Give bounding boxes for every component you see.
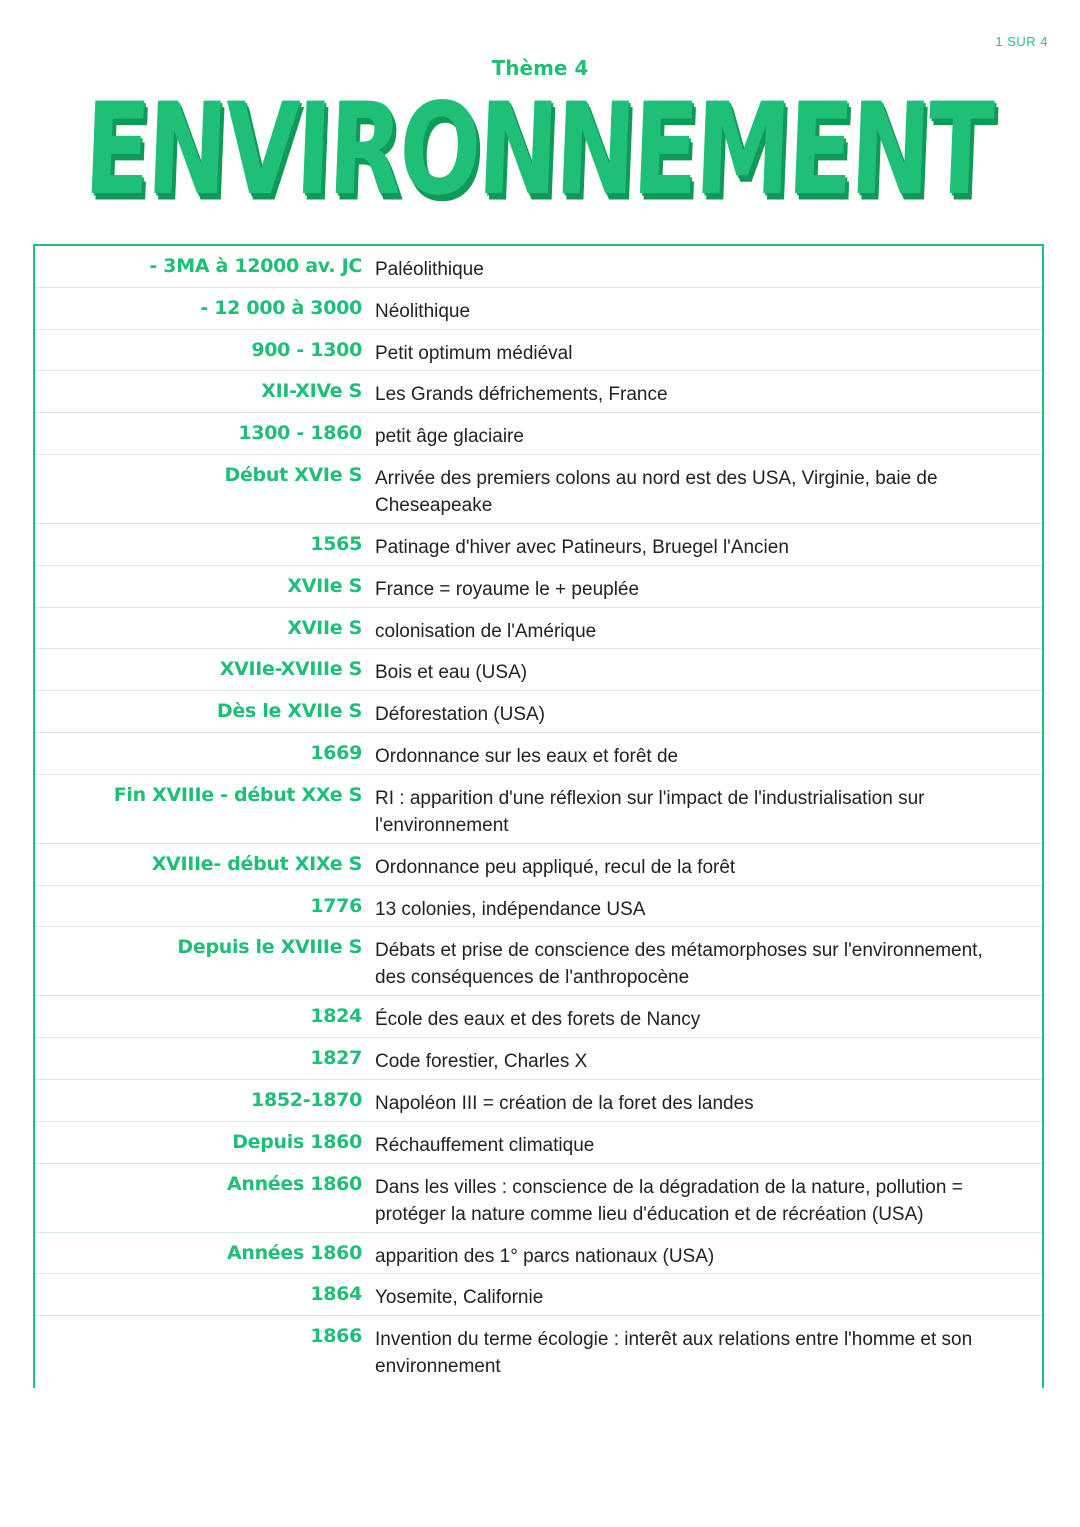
timeline-date: Années 1860 [226,1241,362,1264]
timeline-row [35,649,1042,691]
timeline-event: Invention du terme écologie : interêt aux relations entre l'homme et son environnement [375,1329,973,1378]
timeline-date: 1776 [310,894,362,917]
timeline-row [35,927,1042,996]
timeline-event: Les Grands défrichements, France [375,384,668,406]
timeline-event: 13 colonies, indépendance USA [375,898,646,920]
timeline-event: apparition des 1° parcs nationaux (USA) [375,1245,715,1267]
timeline-row [35,413,1042,455]
timeline-row [35,1038,1042,1080]
timeline-row [35,566,1042,608]
timeline-row [35,775,1042,844]
timeline-date: Depuis le XVIIIe S [177,936,362,959]
timeline-date: 1827 [310,1047,362,1070]
timeline-date: 1300 - 1860 [238,422,362,445]
timeline-date: XVIIIe- début XIXe S [151,852,362,875]
timeline-row [35,1316,1042,1385]
timeline-row [35,330,1042,372]
timeline-event: Napoléon III = création de la foret des landes [375,1092,754,1114]
timeline-row [35,246,1042,288]
timeline-date: 1669 [310,741,362,764]
timeline-row [35,524,1042,566]
timeline-row [35,371,1042,413]
timeline-row [35,1080,1042,1122]
timeline-date: 1565 [310,532,362,555]
timeline-event: Patinage d'hiver avec Patineurs, Bruegel l'Ancien [375,536,789,558]
timeline-event: Yosemite, Californie [375,1287,544,1309]
timeline-date: Début XVIe S [224,463,362,486]
timeline-row [35,996,1042,1038]
timeline-date: - 12 000 à 3000 [200,296,362,319]
timeline-event: Dans les villes : conscience de la dégradation de la nature, pollution = protéger la nature comme lieu d'éducation et de récréation (USA) [375,1176,963,1225]
timeline-event: colonisation de l'Amérique [375,620,597,642]
timeline-date: 900 - 1300 [251,338,362,361]
page-title: ENVIRONNEMENT [81,75,994,224]
timeline-event: Débats et prise de conscience des métamorphoses sur l'environnement, des conséquences de l'anthropocène [375,940,983,989]
timeline-event: RI : apparition d'une réflexion sur l'impact de l'industrialisation sur l'environnement [375,787,925,836]
timeline-event: Ordonnance sur les eaux et forêt de [375,745,679,767]
timeline-row [35,455,1042,524]
timeline-date: 1866 [310,1325,362,1348]
timeline-row [35,1274,1042,1316]
timeline-row [35,733,1042,775]
timeline-date: Depuis 1860 [232,1130,362,1153]
timeline-event: petit âge glaciaire [375,426,524,448]
timeline-date: XVIIe S [287,574,362,597]
timeline-event: Paléolithique [375,259,484,280]
timeline-row [35,1164,1042,1233]
timeline-table [33,244,1044,1388]
timeline-event: Bois et eau (USA) [375,662,528,684]
theme-label: Thème 4 [491,56,589,80]
timeline-event: Réchauffement climatique [375,1134,595,1156]
timeline-date: Années 1860 [226,1172,362,1195]
timeline-event: France = royaume le + peuplée [375,578,640,600]
timeline-date: 1864 [310,1283,362,1306]
timeline-event: Petit optimum médiéval [375,342,573,364]
timeline-date: 1824 [310,1005,362,1028]
timeline-row [35,691,1042,733]
timeline-event: Code forestier, Charles X [375,1051,588,1073]
timeline-date: - 3MA à 12000 av. JC [149,255,362,277]
timeline-event: Arrivée des premiers colons au nord est des USA, Virginie, baie de Cheseapeake [375,467,938,516]
timeline-date: 1852-1870 [251,1088,362,1111]
timeline-row [35,1233,1042,1275]
timeline-event: École des eaux et des forets de Nancy [375,1009,701,1031]
timeline-event: Néolithique [375,300,471,322]
timeline-row [35,844,1042,886]
timeline-date: Fin XVIIIe - début XXe S [113,783,362,806]
timeline-date: XII-XIVe S [261,380,362,403]
timeline-row [35,1122,1042,1164]
timeline-row [35,288,1042,330]
timeline-date: XVIIe S [287,616,362,639]
timeline-row [35,886,1042,928]
page-number: 1 SUR 4 [995,34,1048,49]
timeline-row [35,608,1042,650]
timeline-event: Déforestation (USA) [375,704,546,726]
timeline-event: Ordonnance peu appliqué, recul de la forêt [375,856,736,878]
timeline-date: Dès le XVIIe S [216,700,362,723]
timeline-date: XVIIe-XVIIIe S [219,658,362,681]
